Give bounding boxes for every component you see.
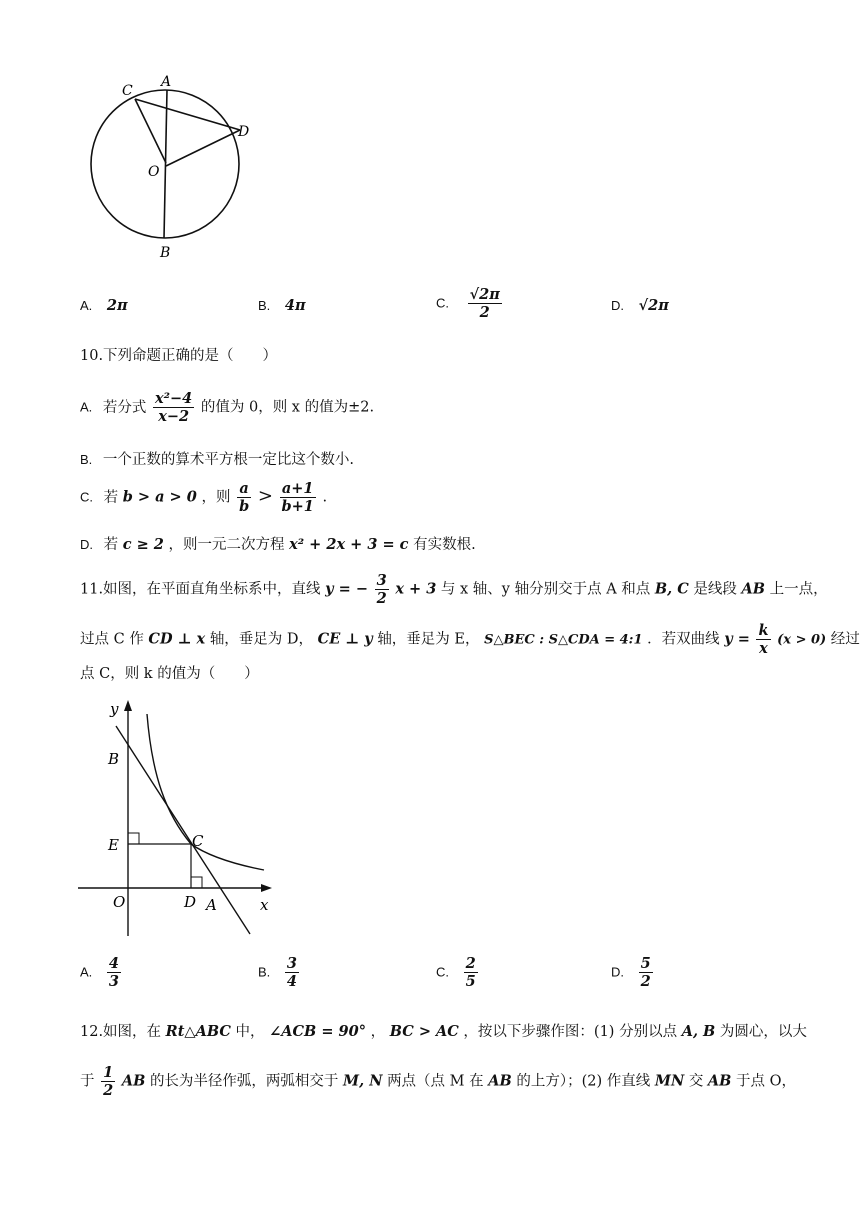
stem-text: 轴，垂足为 D， bbox=[209, 631, 314, 648]
math-text: AB bbox=[121, 1072, 146, 1090]
option-label: B. bbox=[258, 964, 271, 980]
option-fraction bbox=[639, 955, 653, 990]
fraction-denominator: x bbox=[759, 640, 768, 657]
math-text: CE ⊥ y bbox=[317, 630, 373, 648]
q11-option-c[interactable] bbox=[436, 955, 480, 990]
stem-text: ．若双曲线 bbox=[647, 631, 720, 648]
q9-option-d[interactable] bbox=[611, 296, 669, 316]
stem-text: 经过 bbox=[830, 631, 860, 648]
math-text: ∠ACB = 90° bbox=[269, 1023, 366, 1040]
option-label: A. bbox=[80, 399, 93, 415]
math-text: x + 3 bbox=[395, 580, 437, 598]
math-text: B, C bbox=[654, 580, 689, 598]
option-fraction bbox=[468, 286, 502, 321]
math-text: M, N bbox=[343, 1072, 383, 1090]
label-B: B bbox=[108, 750, 120, 768]
fraction-numerator: 1 bbox=[103, 1064, 114, 1081]
stem-text: ， bbox=[370, 1024, 386, 1040]
option-fraction bbox=[107, 955, 121, 990]
circle-figure bbox=[80, 68, 260, 268]
math-text: MN bbox=[654, 1072, 685, 1090]
fraction-numerator: 3 bbox=[376, 572, 387, 589]
stem-text: 的上方）；(2) 作直线 bbox=[516, 1073, 651, 1090]
q11-option-d[interactable] bbox=[611, 955, 655, 990]
stem-text: 中， bbox=[235, 1024, 265, 1040]
fraction-numerator: √2π bbox=[469, 286, 500, 303]
fraction-denominator: 4 bbox=[286, 973, 297, 990]
option-text: ，则一元二次方程 bbox=[168, 537, 285, 553]
math-text: CD ⊥ x bbox=[148, 630, 206, 648]
math-text: (x > 0) bbox=[777, 632, 827, 648]
fraction-denominator: 3 bbox=[108, 973, 119, 990]
stem-text: 交 bbox=[688, 1073, 704, 1090]
option-text: . bbox=[322, 489, 328, 506]
fraction-numerator: 5 bbox=[640, 955, 651, 972]
option-label: B. bbox=[258, 298, 271, 313]
option-fraction bbox=[464, 955, 478, 990]
fraction-denominator: x−2 bbox=[158, 408, 190, 425]
label-B: B bbox=[160, 245, 171, 261]
math-text: S△BEC : S△CDA = 4:1 bbox=[484, 632, 643, 648]
math-text: Rt△ABC bbox=[165, 1023, 231, 1040]
stem-text: 与 x 轴、y 轴分别交于点 A 和点 bbox=[440, 581, 651, 598]
q10-stem: 10.下列命题正确的是（ ） bbox=[80, 348, 278, 364]
option-text: 有实数根. bbox=[413, 537, 476, 553]
option-fraction bbox=[285, 955, 299, 990]
stem-text: 于 bbox=[80, 1073, 95, 1090]
q12-stem-line1 bbox=[80, 1022, 807, 1042]
fraction-numerator: 3 bbox=[286, 955, 297, 972]
math-condition: c ≥ 2 bbox=[122, 536, 164, 553]
option-label: C. bbox=[80, 489, 93, 505]
label-C: C bbox=[122, 83, 133, 99]
q10-option-b[interactable] bbox=[80, 450, 354, 470]
q11-stem-line1 bbox=[80, 572, 828, 607]
label-y: y bbox=[110, 700, 119, 718]
label-C: C bbox=[192, 832, 204, 850]
label-x: x bbox=[260, 896, 269, 914]
q9-option-b[interactable] bbox=[258, 296, 306, 316]
right-angle-E bbox=[128, 833, 139, 844]
stem-text: 是线段 bbox=[693, 581, 737, 598]
fraction-denominator: b bbox=[239, 498, 250, 515]
q10-option-a[interactable] bbox=[80, 390, 374, 425]
fraction-denominator: 2 bbox=[640, 973, 651, 990]
hyperbola-fraction bbox=[756, 622, 770, 657]
math-equation: x² + 2x + 3 = c bbox=[289, 536, 409, 553]
label-A: A bbox=[206, 896, 217, 914]
stem-text: 上一点， bbox=[769, 581, 828, 598]
fraction-denominator: b+1 bbox=[281, 498, 314, 515]
option-text: 若分式 bbox=[102, 399, 147, 416]
fraction-numerator: 2 bbox=[465, 955, 476, 972]
option-label: D. bbox=[80, 537, 93, 552]
fraction-denominator: 2 bbox=[376, 590, 387, 607]
option-value: 4π bbox=[284, 297, 306, 314]
stem-text: 为圆心，以大 bbox=[719, 1024, 807, 1040]
stem-text: 两点（点 M 在 bbox=[387, 1073, 484, 1090]
stem-text: ，按以下步骤作图：(1) 分别以点 bbox=[463, 1024, 678, 1040]
fraction-numerator: x²−4 bbox=[155, 390, 193, 407]
label-D: D bbox=[238, 124, 250, 140]
option-text: 若 bbox=[103, 489, 119, 506]
math-text: AB bbox=[741, 580, 766, 598]
stem-text: 的长为半径作弧，两弧相交于 bbox=[149, 1073, 339, 1090]
slope-fraction bbox=[375, 572, 389, 607]
option-label: A. bbox=[80, 298, 93, 313]
segment-CD bbox=[135, 99, 240, 130]
coordinate-figure bbox=[78, 696, 288, 941]
stem-text: 11.如图，在平面直角坐标系中，直线 bbox=[80, 581, 321, 598]
option-text: 若 bbox=[103, 537, 119, 553]
fraction-numerator: a bbox=[237, 480, 251, 498]
label-D: D bbox=[184, 893, 197, 911]
label-O: O bbox=[113, 893, 126, 911]
math-text: AB bbox=[488, 1072, 512, 1090]
math-text: y = − bbox=[325, 580, 368, 598]
q10-option-d[interactable] bbox=[80, 535, 476, 555]
fraction-numerator: k bbox=[758, 622, 769, 639]
option-fraction-right bbox=[280, 480, 316, 515]
stem-text: 轴，垂足为 E， bbox=[377, 631, 480, 648]
option-label: B. bbox=[80, 452, 93, 467]
label-E: E bbox=[108, 836, 119, 854]
option-text: 的值为 0，则 x 的值为±2. bbox=[200, 399, 375, 416]
y-axis-arrow bbox=[124, 700, 132, 711]
stem-text: 过点 C 作 bbox=[80, 631, 144, 648]
option-text: ，则 bbox=[201, 489, 231, 506]
q9-option-a[interactable] bbox=[80, 296, 128, 316]
option-fraction-left bbox=[237, 480, 251, 515]
fraction-denominator: 2 bbox=[479, 304, 490, 321]
x-axis-arrow bbox=[261, 884, 272, 892]
fraction-numerator: 4 bbox=[108, 955, 119, 972]
option-label: D. bbox=[611, 964, 624, 980]
q12-stem-line2 bbox=[80, 1064, 796, 1099]
q11-option-a[interactable] bbox=[80, 955, 123, 990]
option-value: 2π bbox=[106, 297, 128, 314]
option-label: C. bbox=[436, 295, 449, 311]
right-angle-D bbox=[191, 877, 202, 888]
segment-CO bbox=[135, 99, 166, 163]
math-text: A, B bbox=[681, 1023, 716, 1040]
math-text: y = bbox=[724, 630, 750, 648]
fraction-numerator: a+1 bbox=[280, 480, 316, 498]
stem-text: 于点 O， bbox=[736, 1073, 797, 1090]
q9-option-c[interactable] bbox=[436, 286, 504, 321]
hyperbola-curve bbox=[147, 714, 264, 870]
math-text: BC > AC bbox=[389, 1023, 459, 1040]
half-fraction bbox=[101, 1064, 115, 1099]
option-label: D. bbox=[611, 298, 624, 313]
segment-AB bbox=[164, 90, 167, 238]
q11-option-b[interactable] bbox=[258, 955, 301, 990]
q11-stem-line2 bbox=[80, 622, 860, 657]
math-condition: b > a > 0 bbox=[122, 488, 197, 506]
math-text: AB bbox=[707, 1072, 732, 1090]
line-AB bbox=[116, 726, 250, 934]
fraction-denominator: 5 bbox=[465, 973, 476, 990]
option-text: 一个正数的算术平方根一定比这个数小. bbox=[102, 452, 355, 468]
segment-OD bbox=[166, 130, 240, 166]
stem-text: 12.如图，在 bbox=[80, 1024, 162, 1040]
option-label: A. bbox=[80, 964, 93, 980]
q11-stem-line3: 点 C，则 k 的值为（ ） bbox=[80, 666, 259, 682]
fraction-denominator: 2 bbox=[103, 1082, 114, 1099]
label-A: A bbox=[161, 74, 172, 90]
option-fraction bbox=[153, 390, 194, 425]
option-value: √2π bbox=[638, 297, 669, 314]
q10-option-c[interactable]: C. 若 b > a > 0 ，则 $\frac{a}{b}$ > $\frac{a+1}{b+1}$ . bbox=[80, 480, 328, 515]
option-label: C. bbox=[436, 964, 449, 980]
label-O: O bbox=[148, 164, 160, 180]
